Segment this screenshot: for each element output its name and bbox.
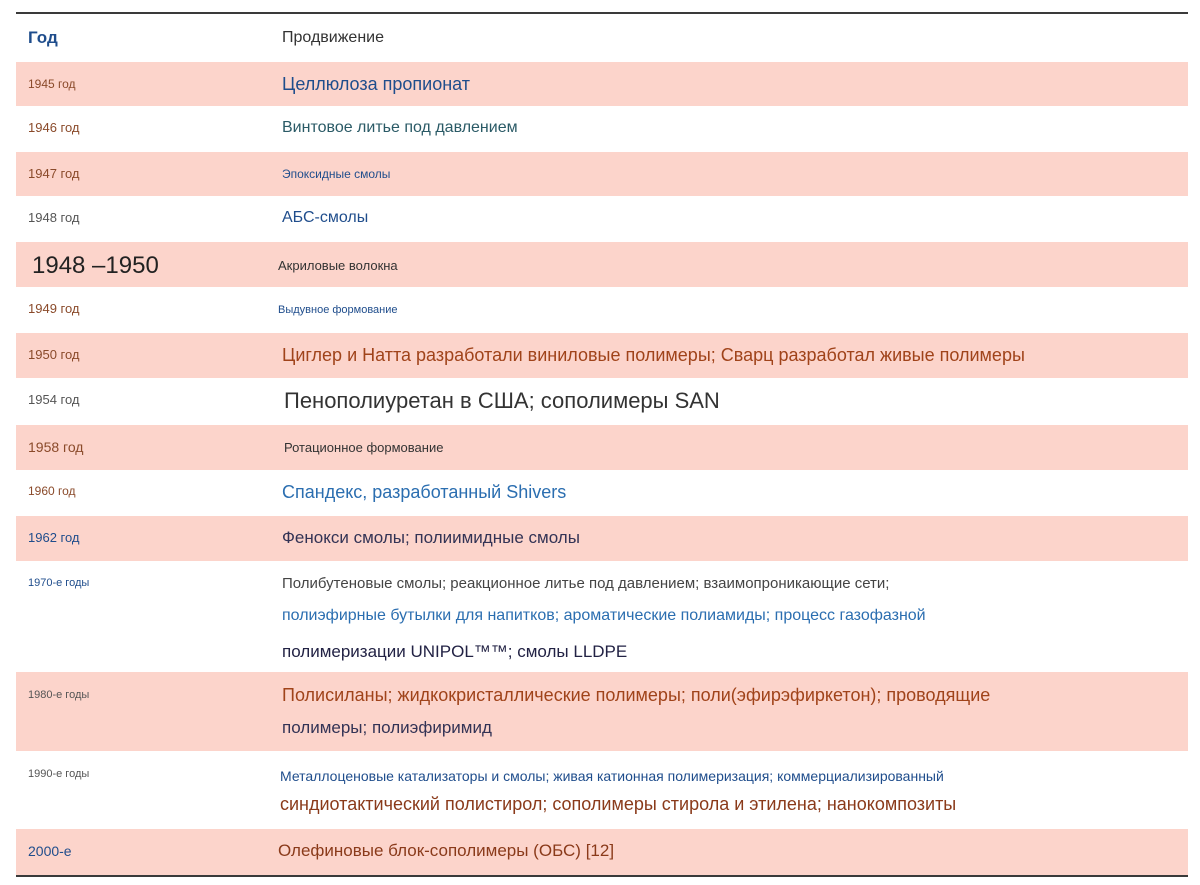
year-cell: 1946 год [28, 120, 80, 135]
advance-cell [282, 528, 1178, 548]
advance-line: Спандекс, разработанный Shivers [282, 482, 567, 502]
table-row [16, 62, 1188, 106]
year-cell: 2000-е [28, 843, 72, 859]
year-cell: 1962 год [28, 530, 80, 545]
table-row [16, 829, 1188, 877]
advance-line: полиэфирные бутылки для напитков; ароматические полиамиды; процесс газофазной [282, 607, 926, 624]
advance-cell [282, 684, 1178, 739]
advance-cell [282, 345, 1178, 366]
advance-cell [280, 766, 1178, 815]
advance-cell [284, 440, 1178, 455]
year-cell: 1948 год [28, 210, 80, 225]
table-row [16, 470, 1188, 516]
advance-line: Эпоксидные смолы [282, 167, 391, 181]
advance-line: Акриловые волокна [278, 258, 398, 273]
advance-line: Целлюлоза пропионат [282, 74, 470, 94]
table-row [16, 333, 1188, 378]
table-row [16, 152, 1188, 196]
advance-column-header: Продвижение [282, 29, 384, 46]
polymer-history-table [16, 12, 1188, 877]
advance-cell [282, 209, 1178, 227]
year-cell: 1958 год [28, 439, 84, 455]
year-cell: 1947 год [28, 166, 80, 181]
year-cell: 1950 год [28, 347, 80, 362]
advance-cell [282, 482, 1178, 503]
advance-cell [284, 388, 1178, 414]
advance-cell [282, 74, 1178, 95]
table-row [16, 425, 1188, 470]
year-column-header: Год [28, 28, 58, 47]
advance-cell [282, 119, 1178, 137]
year-cell: 1980-е годы [28, 689, 90, 701]
advance-cell [282, 573, 1178, 663]
advance-line: Олефиновые блок-сополимеры (ОБС) [12] [278, 841, 615, 860]
year-cell: 1960 год [28, 484, 76, 498]
advance-line: Ротационное формование [284, 440, 444, 455]
table-row [16, 516, 1188, 561]
advance-line: Фенокси смолы; полиимидные смолы [282, 528, 580, 547]
advance-line: АБС-смолы [282, 209, 369, 226]
advance-line: Циглер и Натта разработали виниловые полимеры; Сварц разработал живые полимеры [282, 345, 1025, 365]
table-row [16, 242, 1188, 287]
year-cell: 1954 год [28, 392, 80, 407]
advance-cell [278, 841, 1178, 861]
advance-line: Металлоценовые катализаторы и смолы; живая катионная полимеризация; коммерциализированный [280, 768, 944, 784]
table-row [16, 378, 1188, 425]
advance-line: Полисиланы; жидкокристаллические полимеры; поли(эфирэфиркетон); проводящие [282, 685, 991, 705]
advance-line: Полибутеновые смолы; реакционное литье под давлением; взаимопроникающие сети; [282, 575, 890, 592]
year-cell: 1949 год [28, 301, 80, 316]
table-row [16, 287, 1188, 333]
advance-line: полимеры; полиэфиримид [282, 718, 492, 737]
table-row [16, 672, 1188, 751]
table-row [16, 196, 1188, 242]
table-row [16, 751, 1188, 829]
table-row [16, 106, 1188, 152]
advance-cell [278, 304, 1178, 316]
advance-cell [282, 167, 1178, 181]
advance-line: Винтовое литье под давлением [282, 119, 518, 136]
year-cell: 1945 год [28, 77, 76, 91]
table-header-row [16, 14, 1188, 62]
advance-line: полимеризации UNIPOL™™; смолы LLDPE [282, 642, 628, 661]
advance-cell [278, 258, 1178, 273]
year-cell: 1970-е годы [28, 577, 90, 589]
year-cell: 1948 –1950 [32, 252, 159, 279]
advance-line: Пенополиуретан в США; сополимеры SAN [284, 388, 720, 413]
advance-line: синдиотактический полистирол; сополимеры стирола и этилена; нанокомпозиты [280, 794, 957, 814]
table-row [16, 561, 1188, 672]
year-cell: 1990-е годы [28, 768, 90, 780]
advance-line: Выдувное формование [278, 304, 398, 316]
